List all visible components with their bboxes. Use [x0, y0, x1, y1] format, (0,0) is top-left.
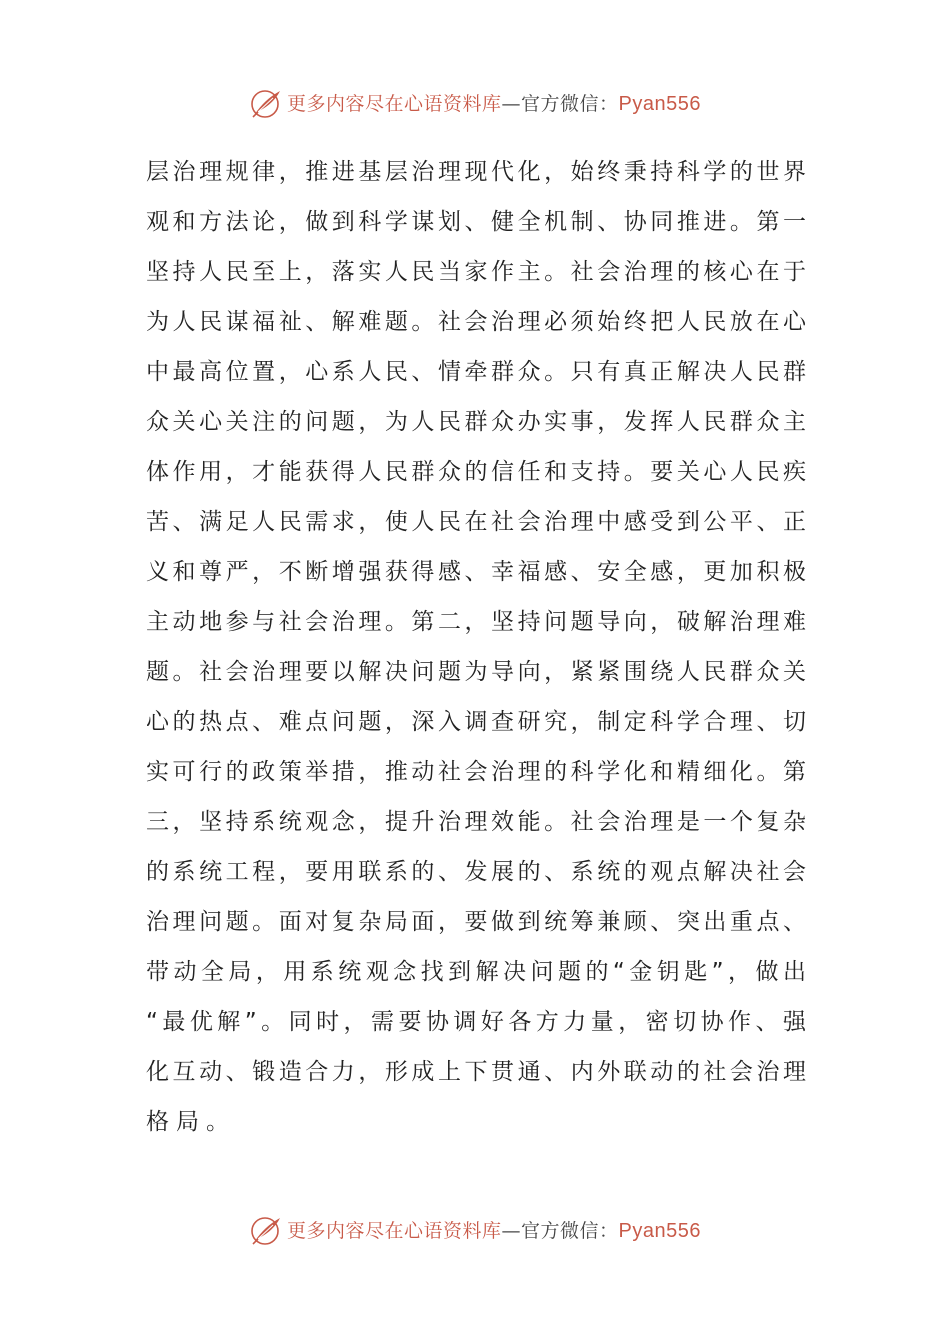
text-line: 义和尊严，不断增强获得感、幸福感、安全感，更加积极 [146, 559, 806, 585]
watermark-site-name: 更多内容尽在心语资料库 [287, 93, 502, 115]
watermark-wechat-label: —官方微信： [501, 93, 619, 115]
text-line: 治理问题。面对复杂局面，要做到统筹兼顾、突出重点、 [146, 909, 806, 935]
text-line: 带动全局，用系统观念找到解决问题的“金钥匙”，做出 [146, 959, 806, 985]
watermark-site-name: 更多内容尽在心语资料库 [287, 1220, 502, 1242]
text-line: 题。社会治理要以解决问题为导向，紧紧围绕人民群众关 [146, 659, 806, 685]
text-line: 为人民谋福祉、解难题。社会治理必须始终把人民放在心 [146, 309, 806, 335]
quill-pen-icon [249, 87, 283, 121]
quill-pen-icon [249, 1214, 283, 1248]
footer-watermark [0, 1211, 950, 1251]
text-line: 中最高位置，心系人民、情牵群众。只有真正解决人民群 [146, 359, 806, 385]
text-line: 实可行的政策举措，推动社会治理的科学化和精细化。第 [146, 759, 806, 785]
text-line: 心的热点、难点问题，深入调查研究，制定科学合理、切 [146, 709, 806, 735]
text-line: 的系统工程，要用联系的、发展的、系统的观点解决社会 [146, 859, 806, 885]
watermark-wechat-id: Pyan556 [618, 1220, 701, 1242]
text-line: 格局。 [146, 1109, 236, 1135]
document-body [146, 147, 806, 1147]
text-line: 化互动、锻造合力，形成上下贯通、内外联动的社会治理 [146, 1059, 806, 1085]
header-watermark [0, 84, 950, 124]
text-line: 三，坚持系统观念，提升治理效能。社会治理是一个复杂 [146, 809, 806, 835]
text-line: “最优解”。同时，需要协调好各方力量，密切协作、强 [146, 1009, 806, 1035]
watermark-text [287, 94, 701, 114]
watermark-wechat-label: —官方微信： [501, 1220, 619, 1242]
watermark-wechat-id: Pyan556 [618, 93, 701, 115]
watermark-text [287, 1221, 701, 1241]
text-line: 苦、满足人民需求，使人民在社会治理中感受到公平、正 [146, 509, 806, 535]
text-line: 坚持人民至上，落实人民当家作主。社会治理的核心在于 [146, 259, 806, 285]
text-line: 体作用，才能获得人民群众的信任和支持。要关心人民疾 [146, 459, 806, 485]
text-line: 层治理规律，推进基层治理现代化，始终秉持科学的世界 [146, 159, 806, 185]
text-line: 主动地参与社会治理。第二，坚持问题导向，破解治理难 [146, 609, 806, 635]
text-line: 众关心关注的问题，为人民群众办实事，发挥人民群众主 [146, 409, 806, 435]
text-line: 观和方法论，做到科学谋划、健全机制、协同推进。第一 [146, 209, 806, 235]
